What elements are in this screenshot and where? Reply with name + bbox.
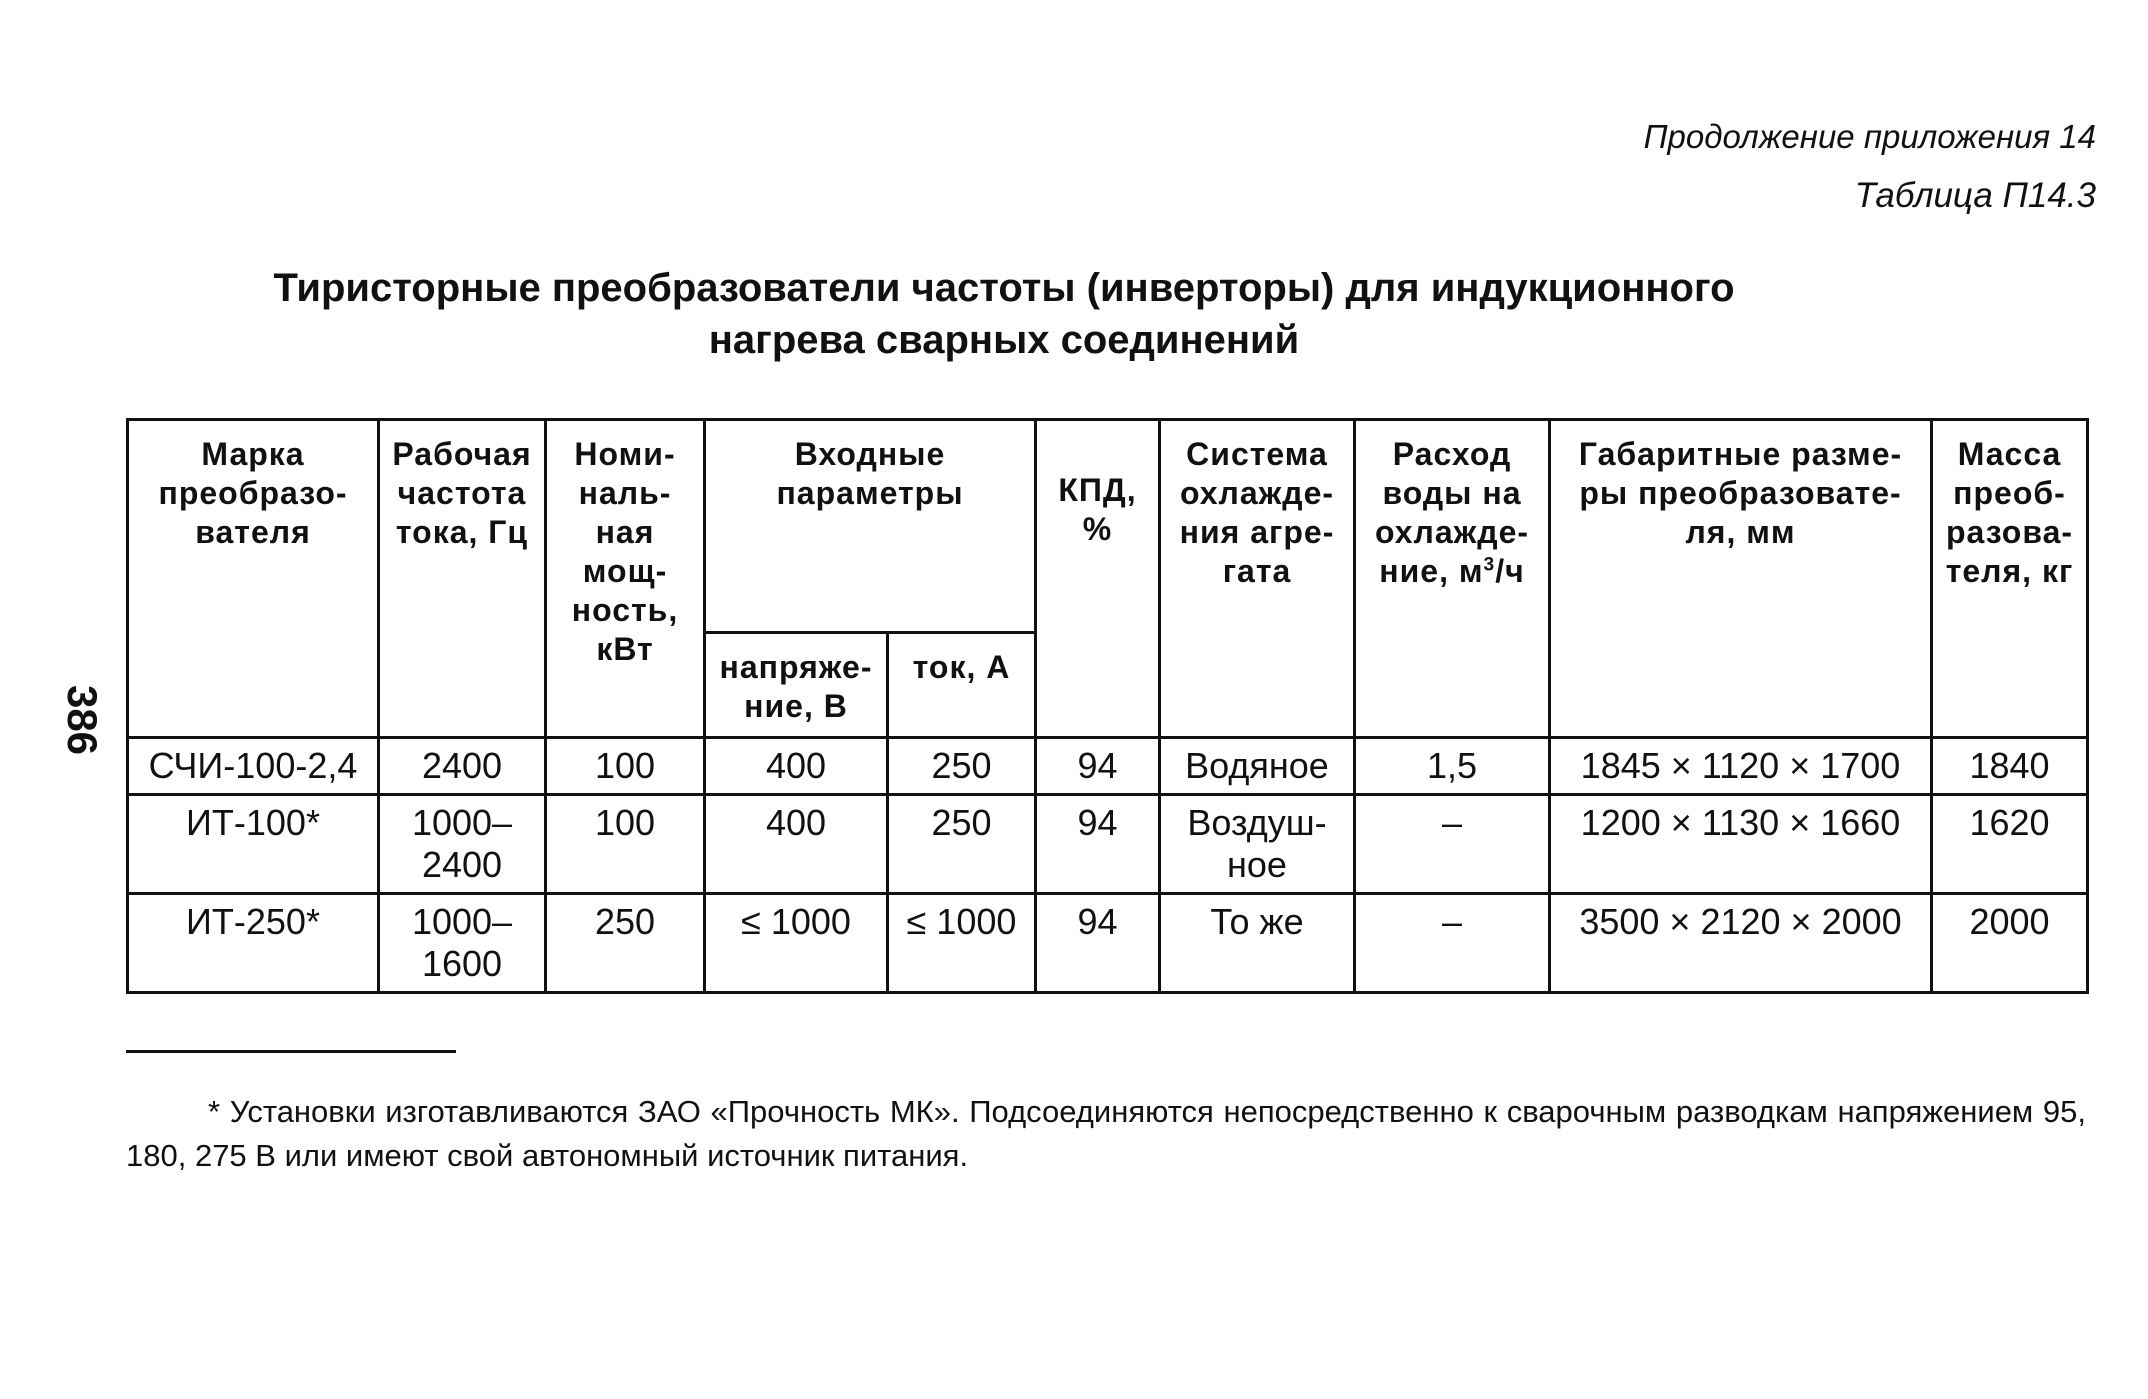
page-number: 386	[59, 684, 106, 756]
cell-voltage: 400	[705, 738, 888, 795]
header-current: ток, А	[888, 633, 1036, 738]
table-title-line-2: нагрева сварных соединений	[708, 318, 1300, 362]
cell-water: 1,5	[1355, 738, 1550, 795]
header-frequency: Рабочая частота тока, Гц	[379, 420, 546, 738]
cell-current: 250	[888, 738, 1036, 795]
footnote: * Установки изготавливаются ЗАО «Прочность МК». Подсоединяются непосредственно к сварочным разводкам напряжением 95, 180, 275 В или имеют свой автономный источник питания.	[126, 1094, 2086, 1173]
cell-dimensions: 1200 × 1130 × 1660	[1550, 795, 1932, 894]
table-title	[0, 262, 2078, 366]
cell-mass: 1840	[1932, 738, 2088, 795]
table-row	[128, 738, 2088, 795]
header-mass: Масса преоб- разова- теля, кг	[1932, 420, 2088, 738]
cell-voltage: ≤ 1000	[705, 894, 888, 993]
cell-cooling: То же	[1160, 894, 1355, 993]
cell-water: –	[1355, 894, 1550, 993]
header-voltage: напряже- ние, В	[705, 633, 888, 738]
cell-brand: ИТ-250*	[128, 894, 379, 993]
cell-dimensions: 1845 × 1120 × 1700	[1550, 738, 1932, 795]
cell-efficiency: 94	[1036, 795, 1160, 894]
cell-mass: 2000	[1932, 894, 2088, 993]
cell-mass: 1620	[1932, 795, 2088, 894]
continuation-label: Продолжение приложения 14	[1643, 118, 2096, 155]
cell-power: 100	[546, 738, 705, 795]
cell-cooling: Водяное	[1160, 738, 1355, 795]
cell-power: 100	[546, 795, 705, 894]
header-efficiency: КПД, %	[1036, 420, 1160, 738]
header-cooling: Система охлажде- ния агре- гата	[1160, 420, 1355, 738]
cell-frequency: 1000– 2400	[379, 795, 546, 894]
cell-frequency: 2400	[379, 738, 546, 795]
header-power: Номи- наль- ная мощ- ность, кВт	[546, 420, 705, 738]
cell-dimensions: 3500 × 2120 × 2000	[1550, 894, 1932, 993]
cell-brand: ИТ-100*	[128, 795, 379, 894]
table-title-line-1: Тиристорные преобразователи частоты (инверторы) для индукционного	[273, 266, 1735, 310]
cell-efficiency: 94	[1036, 738, 1160, 795]
cell-water: –	[1355, 795, 1550, 894]
header-input-params: Входные параметры	[705, 420, 1036, 633]
table-number: Таблица П14.3	[1854, 176, 2096, 215]
cell-current: 250	[888, 795, 1036, 894]
cell-brand: СЧИ-100-2,4	[128, 738, 379, 795]
cell-power: 250	[546, 894, 705, 993]
header-row-1	[128, 420, 2088, 633]
footnote-separator	[126, 1050, 456, 1053]
header-water-consumption: Расход воды на охлажде- ние, $м^3/ч$	[1355, 420, 1550, 738]
converters-table	[126, 418, 2089, 994]
cell-frequency: 1000– 1600	[379, 894, 546, 993]
header-dimensions: Габаритные разме- ры преобразовате- ля, мм	[1550, 420, 1932, 738]
table-row	[128, 795, 2088, 894]
cell-current: ≤ 1000	[888, 894, 1036, 993]
cell-voltage: 400	[705, 795, 888, 894]
cell-cooling: Воздуш- ное	[1160, 795, 1355, 894]
cell-efficiency: 94	[1036, 894, 1160, 993]
header-brand: Марка преобразо- вателя	[128, 420, 379, 738]
table-row	[128, 894, 2088, 993]
